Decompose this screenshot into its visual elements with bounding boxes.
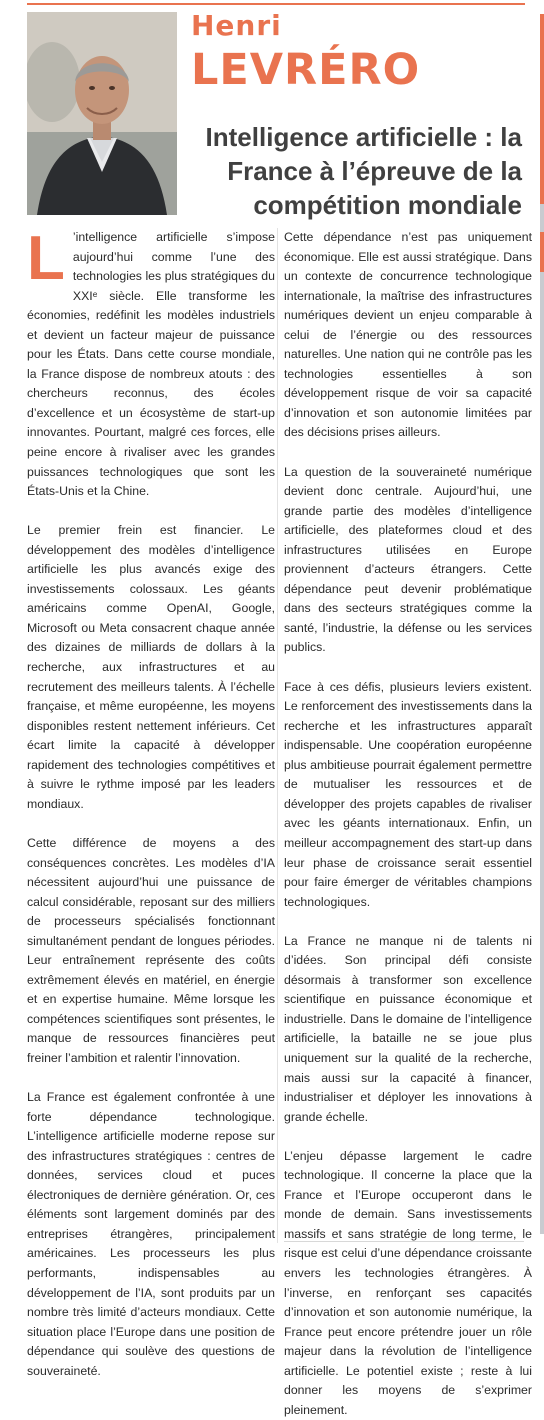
bottom-rule: [284, 1241, 524, 1242]
article-paragraph: Cette dépendance n’est pas uniquement économique. Elle est aussi stratégique. Dans un contexte de concurrence technologique internationale, la maîtrise des infrastructures numériques devient un enjeu comparable à celui de l’énergie ou des ressources naturelles. Une nation qui ne contrôle pas les technologies essentielles à son développement risque de voir sa capacité d’innovation et son autonomie limitées par des décisions prises ailleurs.: [284, 230, 532, 440]
edge-accent-mark: [540, 14, 544, 204]
article-column-left: [27, 224, 275, 1381]
intro-text: ’intelligence artificielle s’impose aujourd’hui comme l’une des technologies les plus stratégiques du XXIᵉ siècle. Elle transforme les économies, redéfinit les modèles industriels et devient un facteur majeur de puissance pour les États. Dans cette course mondiale, la France dispose de nombreux atouts : des chercheurs reconnus, des écoles d’excellence et un écosystème de start-up innovantes. Pourtant, malgré ces forces, elle peine encore à rivaliser avec les grandes puissances technologiques que sont les États-Unis et la Chine.: [27, 230, 275, 499]
author-last-name: LEVRÉRO: [191, 45, 421, 95]
drop-cap: L: [27, 224, 65, 293]
adjacent-page-edge: [530, 0, 544, 1246]
column-divider: [277, 228, 278, 1243]
article-headline: Intelligence artificielle : la France à l’épreuve de la compétition mondiale: [205, 122, 522, 220]
article-paragraph: Le premier frein est financier. Le développement des modèles d’intelligence artificielle les plus avancés exige des investissements colossaux. Les géants américains comme OpenAI, Google, Microsoft ou Meta consacrent chaque année des dizaines de milliards de dollars à la recherche, aux infrastructures et au recrutement des meilleurs talents. À l’échelle française, et même européenne, les moyens disponibles restent nettement inférieurs. Cet écart limite la capacité à développer rapidement des technologies compétitives et à suivre le rythme imposé par les leaders mondiaux.: [27, 523, 275, 811]
top-accent-rule: [27, 3, 525, 5]
edge-accent-mark: [540, 232, 544, 272]
article-paragraph: L’enjeu dépasse largement le cadre technologique. Il concerne la place que la France et l’Europe occuperont dans le monde de demain. Sans investissements massifs et sans stratégie de long terme, le risque est celui d’une dépendance croissante envers les technologies étrangères. À l’inverse, en renforçant ses capacités d’innovation et son autonomie numérique, la France peut encore prétendre jouer un rôle majeur dans la révolution de l’intelligence artificielle. Le potentiel existe ; reste à lui donner les moyens de s’exprimer pleinement.: [284, 1148, 532, 1417]
article-paragraph: La France ne manque ni de talents ni d’idées. Son principal défi consiste désormais à transformer son excellence scientifique en puissance économique et industrielle. Dans le domaine de l’intelligence artificielle, la bataille ne se joue plus uniquement sur la qualité de la recherche, mais aussi sur la capacité à financer, industrialiser et déployer les innovations à grande échelle.: [284, 933, 532, 1124]
author-first-name: Henri: [191, 9, 282, 42]
article-paragraph: La France est également confrontée à une forte dépendance technologique. L’intelligence artificielle moderne repose sur des infrastructures stratégiques : centres de données, services cloud et puces électroniques de dernière génération. Or, ces éléments sont largement dominés par des entreprises étrangères, principalement américaines. Les processeurs les plus performants, indispensables au développement de l’IA, sont produits par un nombre très limité d’acteurs mondiaux. Cette situation place l’Europe dans une position de dépendance qui soulève des questions de souveraineté.: [27, 1090, 275, 1378]
article-paragraph: Cette différence de moyens a des conséquences concrètes. Les modèles d’IA nécessitent aujourd’hui une puissance de calcul considérable, reposant sur des milliers de processeurs spécialisés fonctionnant simultanément pendant de longues périodes. Leur entraînement représente des coûts extrêmement élevés en matériel, en énergie et en expertise humaine. Même lorsque les compétences scientifiques sont présentes, le manque de ressources financières peut freiner l’ambition et ralentir l’innovation.: [27, 835, 275, 1065]
article-paragraph: La question de la souveraineté numérique devient donc centrale. Aujourd’hui, une grande partie des modèles d’intelligence artificielle, des plateformes cloud et des infrastructures utilisées en Europe proviennent d’acteurs étrangers. Cette dépendance peut devenir problématique dans des secteurs stratégiques comme la santé, l’industrie, la défense ou les services publics.: [284, 464, 532, 655]
author-portrait-illustration: [27, 12, 177, 215]
article-paragraph: Face à ces défis, plusieurs leviers existent. Le renforcement des investissements dans la recherche et les infrastructures apparaît indispensable. Une coopération européenne plus ambitieuse pourrait également permettre de mutualiser les ressources et de développer des projets capables de rivaliser avec les géants internationaux. Enfin, un meilleur accompagnement des start-up dans leur phase de croissance serait essentiel pour faire émerger de véritables champions technologiques.: [284, 679, 532, 909]
author-portrait: [27, 12, 177, 215]
article-paragraph-intro: [27, 224, 275, 502]
